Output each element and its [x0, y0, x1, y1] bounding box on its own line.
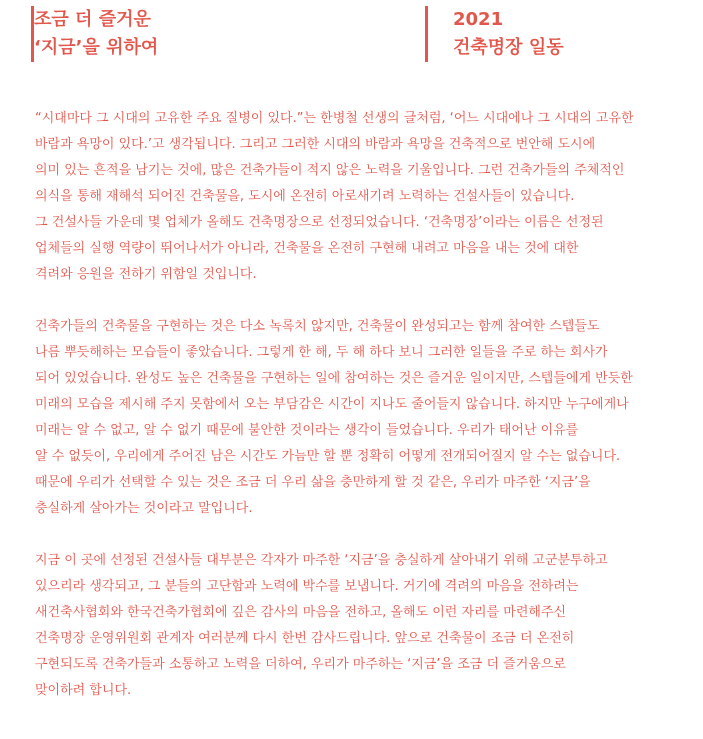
text-line: 바람과 욕망이 있다.’고 생각됩니다. 그리고 그러한 시대의 바람과 욕망을 건축적으로 번안해 도시에 [35, 137, 596, 152]
text-line: 나름 뿌듯해하는 모습들이 좋았습니다. 그렇게 한 해, 두 해 하다 보니 그러한 일들을 주로 하는 회사가 [35, 345, 608, 360]
paragraph-1 [35, 106, 695, 288]
text-line: 새건축사협회와 한국건축가협회에 깊은 감사의 마음을 전하고, 올해도 이런 자리를 마련해주신 [35, 605, 567, 620]
left-title [34, 6, 158, 62]
text-line: 지금 이 곳에 선정된 건설사들 대부분은 각자가 마주한 ‘지금’을 충실하게 살아내기 위해 고군분투하고 [35, 553, 608, 568]
letter-body [35, 106, 695, 730]
text-line: 의식을 통해 재해석 되어진 건축물을, 도시에 온전히 아로새기려 노력하는 건설사들이 있습니다. [35, 189, 575, 204]
right-title-year: 2021 [453, 9, 504, 30]
text-line: 있으리라 생각되고, 그 분들의 고단함과 노력에 박수를 보냅니다. 거기에 격려의 마음을 전하려는 [35, 579, 579, 594]
text-line: 되어 있었습니다. 완성도 높은 건축물을 구현하는 일에 참여하는 것은 즐거운 일이지만, 스텝들에게 반듯한 [35, 371, 633, 386]
text-line: 업체들의 실행 역량이 뛰어나서가 아니라, 건축물을 온전히 구현해 내려고 마음을 내는 것에 대한 [35, 241, 579, 256]
right-title [453, 6, 564, 62]
right-title-author: 건축명장 일동 [453, 37, 564, 58]
text-line: 충실하게 살아가는 것이라고 말입니다. [35, 501, 253, 516]
text-line: 그 건설사들 가운데 몇 업체가 올해도 건축명장으로 선정되었습니다. ‘건축명장’이라는 이름은 선정된 [35, 215, 604, 230]
paragraph-2 [35, 314, 695, 522]
text-line: 구현되도록 건축가들과 소통하고 노력을 더하여, 우리가 마주하는 ‘지금’을 조금 더 즐거움으로 [35, 657, 566, 672]
text-line: 의미 있는 흔적을 남기는 것에, 많은 건축가들이 적지 않은 노력을 기울입니다. 그런 건축가들의 주체적인 [35, 163, 625, 178]
text-line: 격려와 응원을 전하기 위함일 것입니다. [35, 267, 257, 282]
text-line: 알 수 없듯이, 우리에게 주어진 남은 시간도 가늠만 할 뿐 정확히 어떻게 전개되어질지 알 수는 없습니다. [35, 449, 621, 464]
paragraph-3 [35, 548, 695, 704]
text-line: 미래는 알 수 없고, 알 수 없기 때문에 불안한 것이라는 생각이 들었습니다. 우리가 태어난 이유를 [35, 423, 579, 438]
text-line: 건축가들의 건축물을 구현하는 것은 다소 녹록치 않지만, 건축물이 완성되고는 함께 참여한 스텝들도 [35, 319, 600, 334]
left-title-line-1: 조금 더 즐거운 [34, 9, 151, 30]
left-title-line-2: ‘지금’을 위하여 [34, 37, 159, 58]
text-line: 때문에 우리가 선택할 수 있는 것은 조금 더 우리 삶을 충만하게 할 것 같은, 우리가 마주한 ‘지금’을 [35, 475, 591, 490]
text-line: 미래의 모습을 제시해 주지 못함에서 오는 부담감은 시간이 지나도 줄어들지 않습니다. 하지만 누구에게나 [35, 397, 629, 412]
right-title-accent-bar [425, 6, 428, 62]
header [0, 0, 703, 70]
text-line: “시대마다 그 시대의 고유한 주요 질병이 있다.”는 한병철 선생의 글처럼, ‘어느 시대에나 그 시대의 고유한 [35, 111, 634, 126]
text-line: 건축명장 운영위원회 관계자 여러분께 다시 한번 감사드립니다. 앞으로 건축물이 조금 더 온전히 [35, 631, 575, 646]
text-line: 맞이하려 합니다. [35, 683, 132, 698]
